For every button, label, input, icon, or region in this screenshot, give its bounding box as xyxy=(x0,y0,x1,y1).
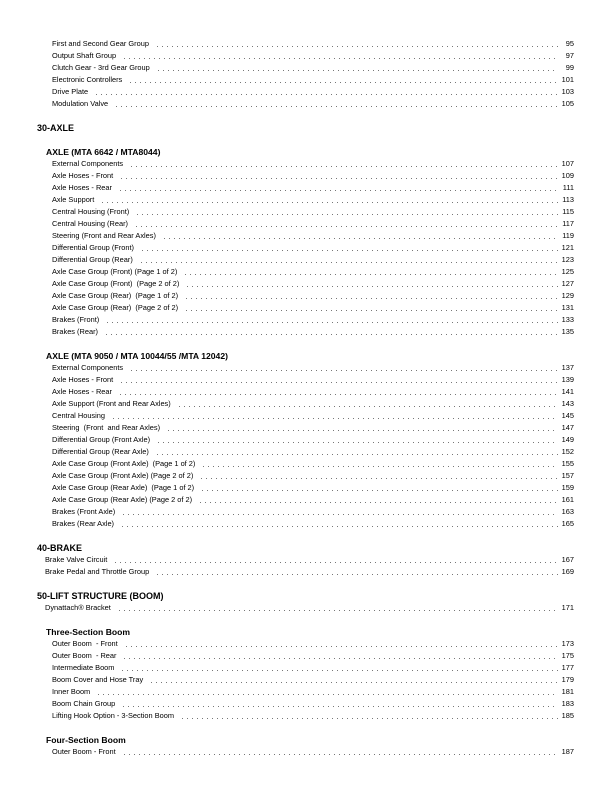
entry-page-number: 139 xyxy=(561,375,574,384)
entry-page-number: 103 xyxy=(561,87,574,96)
entry-title: Boom Chain Group xyxy=(52,699,116,708)
entry-title: First and Second Gear Group xyxy=(52,39,149,48)
subsection-heading: AXLE (MTA 9050 / MTA 10044/55 /MTA 12042) xyxy=(46,351,228,361)
entry-title: Brakes (Front Axle) xyxy=(52,507,116,516)
entry-title: Axle Hoses - Front xyxy=(52,171,114,180)
entry-title: Axle Case Group (Front Axle) (Page 1 of 2) xyxy=(52,459,196,468)
entry-title: Brakes (Front) xyxy=(52,315,100,324)
entry-title: Outer Boom - Front xyxy=(52,747,116,756)
toc-entry[interactable] xyxy=(0,290,612,302)
dot-leader xyxy=(156,441,558,444)
dot-leader xyxy=(100,201,558,204)
entry-title: Axle Case Group (Rear) (Page 2 of 2) xyxy=(52,303,179,312)
toc-entry[interactable] xyxy=(0,170,612,182)
dot-leader xyxy=(119,177,557,180)
dot-leader xyxy=(177,405,558,408)
dot-leader xyxy=(117,609,558,612)
toc-entry[interactable] xyxy=(0,470,612,482)
entry-page-number: 161 xyxy=(561,495,574,504)
toc-entry[interactable] xyxy=(0,38,612,50)
dot-leader xyxy=(201,465,557,468)
entry-title: Electronic Controllers xyxy=(52,75,123,84)
entry-title: Axle Case Group (Front) (Page 2 of 2) xyxy=(52,279,180,288)
dot-leader xyxy=(118,393,558,396)
dot-leader xyxy=(96,693,557,696)
entry-title: Brakes (Rear Axle) xyxy=(52,519,115,528)
entry-page-number: 141 xyxy=(561,387,574,396)
toc-entry[interactable] xyxy=(0,434,612,446)
entry-page-number: 127 xyxy=(561,279,574,288)
entry-page-number: 179 xyxy=(561,675,574,684)
section-heading: 30-AXLE xyxy=(37,123,75,133)
toc-entry[interactable] xyxy=(0,566,612,578)
dot-leader xyxy=(166,429,558,432)
toc-entry[interactable] xyxy=(0,518,612,530)
entry-title: Differential Group (Front) xyxy=(52,243,135,252)
entry-page-number: 149 xyxy=(561,435,574,444)
dot-leader xyxy=(128,81,557,84)
dot-leader xyxy=(118,189,558,192)
entry-page-number: 145 xyxy=(561,411,574,420)
entry-page-number: 135 xyxy=(561,327,574,336)
toc-entry[interactable] xyxy=(0,698,612,710)
dot-leader xyxy=(140,249,558,252)
entry-title: Differential Group (Rear Axle) xyxy=(52,447,149,456)
entry-page-number: 97 xyxy=(565,51,574,60)
toc-entry[interactable] xyxy=(0,494,612,506)
dot-leader xyxy=(155,573,557,576)
entry-title: Differential Group (Rear) xyxy=(52,255,133,264)
entry-page-number: 125 xyxy=(561,267,574,276)
toc-entry[interactable] xyxy=(0,254,612,266)
dot-leader xyxy=(156,69,558,72)
dot-leader xyxy=(124,645,558,648)
table-of-contents xyxy=(0,38,612,758)
toc-entry[interactable] xyxy=(0,74,612,86)
toc-entry[interactable] xyxy=(0,362,612,374)
entry-page-number: 177 xyxy=(561,663,574,672)
toc-entry[interactable] xyxy=(0,662,612,674)
entry-title: Dynattach® Bracket xyxy=(45,603,111,612)
toc-entry[interactable] xyxy=(0,242,612,254)
entry-title: External Components xyxy=(52,159,124,168)
toc-entry[interactable] xyxy=(0,686,612,698)
entry-title: Drive Plate xyxy=(52,87,89,96)
entry-page-number: 185 xyxy=(561,711,574,720)
entry-title: Axle Case Group (Rear Axle) (Page 2 of 2) xyxy=(52,495,193,504)
dot-leader xyxy=(184,309,558,312)
entry-title: Inner Boom xyxy=(52,687,91,696)
entry-title: Modulation Valve xyxy=(52,99,109,108)
entry-title: Clutch Gear - 3rd Gear Group xyxy=(52,63,150,72)
entry-title: Brake Valve Circuit xyxy=(45,555,108,564)
entry-page-number: 133 xyxy=(561,315,574,324)
toc-entry[interactable] xyxy=(0,674,612,686)
toc-entry[interactable] xyxy=(0,422,612,434)
toc-entry[interactable] xyxy=(0,182,612,194)
entry-title: Intermediate Boom xyxy=(52,663,115,672)
toc-entry[interactable] xyxy=(0,218,612,230)
entry-page-number: 105 xyxy=(561,99,574,108)
entry-title: External Components xyxy=(52,363,124,372)
subsection-heading: Three-Section Boom xyxy=(46,627,131,637)
dot-leader xyxy=(94,93,558,96)
toc-entry[interactable] xyxy=(0,482,612,494)
entry-title: Axle Support (Front and Rear Axles) xyxy=(52,399,171,408)
dot-leader xyxy=(185,285,557,288)
entry-page-number: 173 xyxy=(561,639,574,648)
dot-leader xyxy=(122,753,558,756)
entry-page-number: 131 xyxy=(561,303,574,312)
entry-title: Axle Support xyxy=(52,195,95,204)
entry-title: Axle Case Group (Rear) (Page 1 of 2) xyxy=(52,291,179,300)
subsection-heading: AXLE (MTA 6642 / MTA8044) xyxy=(46,147,161,157)
toc-entry[interactable] xyxy=(0,602,612,614)
entry-page-number: 119 xyxy=(562,231,574,240)
section-heading: 40-BRAKE xyxy=(37,543,83,553)
toc-entry[interactable] xyxy=(0,398,612,410)
entry-page-number: 157 xyxy=(561,471,574,480)
dot-leader xyxy=(155,45,558,48)
toc-entry[interactable] xyxy=(0,386,612,398)
dot-leader xyxy=(129,165,558,168)
dot-leader xyxy=(129,369,558,372)
toc-entry[interactable] xyxy=(0,710,612,722)
toc-entry[interactable] xyxy=(0,62,612,74)
toc-entry[interactable] xyxy=(0,326,612,338)
toc-entry[interactable] xyxy=(0,86,612,98)
dot-leader xyxy=(119,381,557,384)
entry-page-number: 115 xyxy=(562,207,574,216)
entry-title: Brakes (Rear) xyxy=(52,327,98,336)
toc-entry[interactable] xyxy=(0,650,612,662)
entry-title: Central Housing xyxy=(52,411,105,420)
entry-page-number: 171 xyxy=(561,603,574,612)
entry-title: Axle Hoses - Rear xyxy=(52,183,112,192)
dot-leader xyxy=(184,297,558,300)
entry-title: Lifting Hook Option - 3-Section Boom xyxy=(52,711,175,720)
entry-page-number: 101 xyxy=(561,75,574,84)
entry-page-number: 167 xyxy=(561,555,574,564)
toc-entry[interactable] xyxy=(0,158,612,170)
entry-title: Outer Boom - Rear xyxy=(52,651,117,660)
dot-leader xyxy=(180,717,558,720)
subsection-heading: Four-Section Boom xyxy=(46,735,126,745)
dot-leader xyxy=(200,489,558,492)
toc-entry[interactable] xyxy=(0,230,612,242)
toc-entry[interactable] xyxy=(0,302,612,314)
toc-entry[interactable] xyxy=(0,506,612,518)
toc-entry[interactable] xyxy=(0,746,612,758)
toc-entry[interactable] xyxy=(0,446,612,458)
entry-page-number: 181 xyxy=(561,687,574,696)
toc-entry[interactable] xyxy=(0,554,612,566)
entry-title: Output Shaft Group xyxy=(52,51,117,60)
entry-page-number: 99 xyxy=(565,63,574,72)
entry-page-number: 169 xyxy=(561,567,574,576)
toc-entry[interactable] xyxy=(0,314,612,326)
entry-page-number: 121 xyxy=(561,243,574,252)
entry-page-number: 163 xyxy=(561,507,574,516)
entry-title: Boom Cover and Hose Tray xyxy=(52,675,144,684)
dot-leader xyxy=(122,657,557,660)
entry-page-number: 117 xyxy=(562,219,574,228)
toc-entry[interactable] xyxy=(0,458,612,470)
entry-page-number: 107 xyxy=(561,159,574,168)
entry-page-number: 155 xyxy=(561,459,574,468)
dot-leader xyxy=(120,525,558,528)
dot-leader xyxy=(113,561,557,564)
entry-page-number: 123 xyxy=(561,255,574,264)
dot-leader xyxy=(121,513,557,516)
entry-title: Axle Hoses - Rear xyxy=(52,387,112,396)
entry-title: Axle Hoses - Front xyxy=(52,375,114,384)
entry-title: Axle Case Group (Rear Axle) (Page 1 of 2) xyxy=(52,483,195,492)
toc-entry[interactable] xyxy=(0,206,612,218)
entry-title: Steering (Front and Rear Axles) xyxy=(52,423,161,432)
toc-entry[interactable] xyxy=(0,374,612,386)
dot-leader xyxy=(183,273,557,276)
dot-leader xyxy=(199,477,557,480)
dot-leader xyxy=(104,333,558,336)
entry-page-number: 137 xyxy=(561,363,574,372)
toc-entry[interactable] xyxy=(0,410,612,422)
entry-page-number: 165 xyxy=(561,519,574,528)
dot-leader xyxy=(114,105,558,108)
entry-title: Steering (Front and Rear Axles) xyxy=(52,231,156,240)
entry-page-number: 109 xyxy=(561,171,574,180)
dot-leader xyxy=(155,453,558,456)
entry-page-number: 159 xyxy=(561,483,574,492)
entry-page-number: 183 xyxy=(561,699,574,708)
dot-leader xyxy=(134,225,558,228)
dot-leader xyxy=(162,237,558,240)
toc-entry[interactable] xyxy=(0,638,612,650)
toc-entry[interactable] xyxy=(0,266,612,278)
entry-title: Central Housing (Front) xyxy=(52,207,130,216)
dot-leader xyxy=(120,669,557,672)
entry-title: Brake Pedal and Throttle Group xyxy=(45,567,150,576)
toc-entry[interactable] xyxy=(0,278,612,290)
dot-leader xyxy=(111,417,558,420)
entry-title: Outer Boom - Front xyxy=(52,639,118,648)
dot-leader xyxy=(135,213,558,216)
entry-page-number: 175 xyxy=(561,651,574,660)
entry-page-number: 95 xyxy=(565,39,574,48)
dot-leader xyxy=(122,57,558,60)
entry-page-number: 113 xyxy=(562,195,574,204)
entry-title: Differential Group (Front Axle) xyxy=(52,435,151,444)
entry-page-number: 129 xyxy=(561,291,574,300)
entry-page-number: 111 xyxy=(562,183,574,192)
entry-title: Central Housing (Rear) xyxy=(52,219,128,228)
entry-page-number: 143 xyxy=(561,399,574,408)
dot-leader xyxy=(105,321,557,324)
entry-page-number: 187 xyxy=(561,747,574,756)
dot-leader xyxy=(149,681,557,684)
toc-entry[interactable] xyxy=(0,194,612,206)
entry-page-number: 152 xyxy=(561,447,574,456)
dot-leader xyxy=(198,501,558,504)
toc-entry[interactable] xyxy=(0,98,612,110)
dot-leader xyxy=(121,705,557,708)
entry-title: Axle Case Group (Front Axle) (Page 2 of 2) xyxy=(52,471,194,480)
toc-entry[interactable] xyxy=(0,50,612,62)
dot-leader xyxy=(139,261,558,264)
entry-page-number: 147 xyxy=(561,423,574,432)
entry-title: Axle Case Group (Front) (Page 1 of 2) xyxy=(52,267,178,276)
section-heading: 50-LIFT STRUCTURE (BOOM) xyxy=(37,591,164,601)
